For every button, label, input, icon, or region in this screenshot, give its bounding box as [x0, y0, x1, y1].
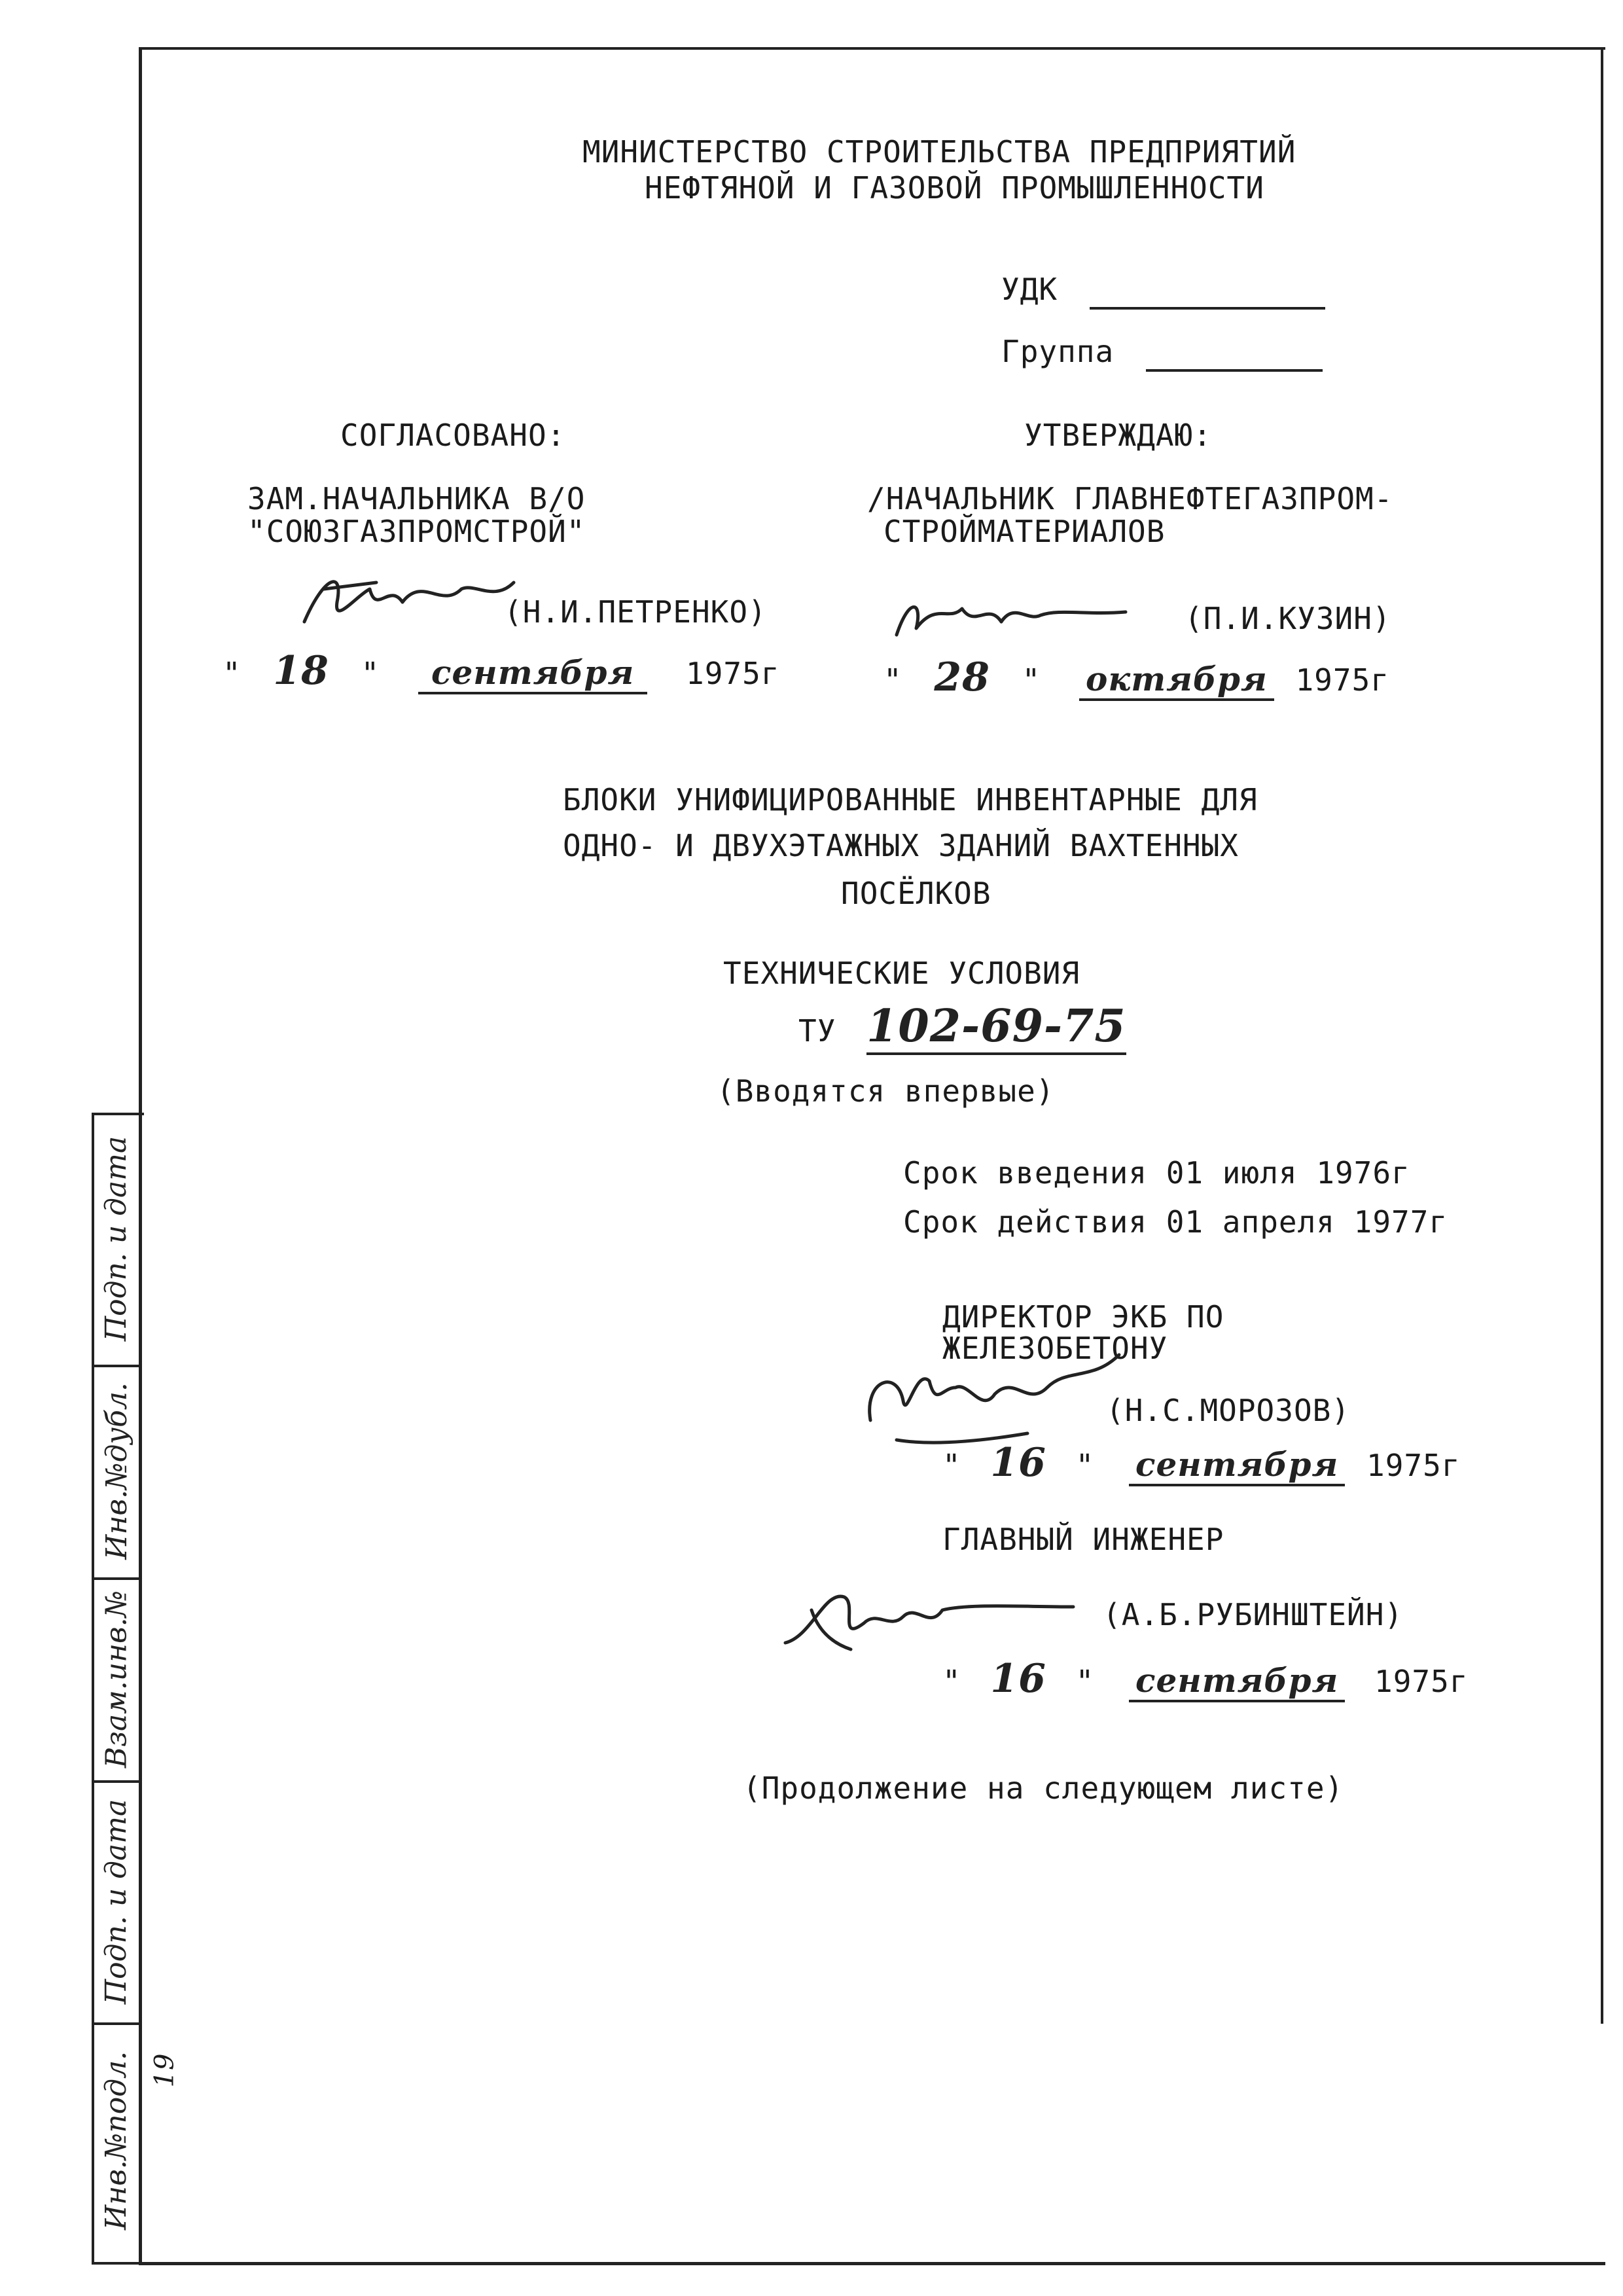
director-title-line-2: ЖЕЛЕЗОБЕТОНУ [942, 1331, 1168, 1366]
udk-label: УДК [1001, 272, 1058, 307]
engineer-date: " 16 " сентября 1975г [942, 1656, 1469, 1702]
approved-title-line-2: СТРОЙМАТЕРИАЛОВ [883, 514, 1166, 549]
tu-prefix: ТУ [798, 1013, 836, 1049]
doc-note: (Вводятся впервые) [717, 1073, 1055, 1109]
director-year: 1975г [1366, 1448, 1461, 1483]
approved-title-line-1: /НАЧАЛЬНИК ГЛАВНЕФТЕГАЗПРОМ- [867, 481, 1393, 516]
approved-heading: УТВЕРЖДАЮ: [1024, 418, 1212, 453]
udk-field [1001, 272, 1325, 310]
director-day: 16 [990, 1440, 1046, 1486]
agreed-year: 1975г [686, 656, 780, 691]
approved-date: " 28 " октября 1975г [883, 655, 1389, 700]
agreed-name: (Н.И.ПЕТРЕНКО) [504, 594, 767, 630]
group-label: Группа [1001, 334, 1115, 369]
engineer-year: 1975г [1374, 1664, 1469, 1699]
engineer-title: ГЛАВНЫЙ ИНЖЕНЕР [942, 1522, 1224, 1557]
group-blank-line [1146, 334, 1323, 372]
agreed-day: 18 [273, 648, 329, 694]
agreed-title-line-2: "СОЮЗГАЗПРОМСТРОЙ" [247, 514, 586, 549]
stamp-cell-dup-inv: Инв.№дубл. [99, 1382, 134, 1560]
doc-title-line-3: ПОСЁЛКОВ [841, 876, 991, 911]
engineer-name: (А.Б.РУБИНШТЕЙН) [1103, 1597, 1404, 1632]
doc-title-line-2: ОДНО- И ДВУХЭТАЖНЫХ ЗДАНИЙ ВАХТЕННЫХ [563, 828, 1239, 863]
approved-signature [890, 583, 1139, 655]
engineer-day: 16 [990, 1656, 1046, 1702]
engineer-signature [772, 1571, 1080, 1662]
continuation-note: (Продолжение на следующем листе) [743, 1770, 1344, 1806]
agreed-month: сентября [418, 653, 647, 694]
director-name: (Н.С.МОРОЗОВ) [1106, 1393, 1351, 1428]
director-month: сентября [1129, 1445, 1345, 1486]
ministry-line-2: НЕФТЯНОЙ И ГАЗОВОЙ ПРОМЫШЛЕННОСТИ [645, 170, 1264, 206]
agreed-date: " 18 " сентября 1975г [223, 648, 780, 694]
director-date: " 16 " сентября 1975г [942, 1440, 1461, 1486]
stamp-cell-sign-date-2: Подп. и дата [99, 1799, 134, 2004]
agreed-title-line-1: ЗАМ.НАЧАЛЬНИКА В/О [247, 481, 586, 516]
page-frame-right-edge [1601, 47, 1603, 2024]
stamp-cell-replace-inv: Взам.инв.№ [99, 1590, 134, 1768]
tu-number: 102-69-75 [866, 1000, 1126, 1055]
intro-date: Срок введения 01 июля 1976г [903, 1155, 1410, 1191]
stamp-cell-sign-date-1: Подп. и дата [99, 1136, 134, 1342]
approved-year: 1975г [1295, 662, 1389, 698]
tu-designation [798, 1000, 1126, 1055]
validity-date: Срок действия 01 апреля 1977г [903, 1204, 1448, 1240]
approved-name: (П.И.КУЗИН) [1185, 601, 1391, 636]
director-signature [857, 1342, 1132, 1453]
udk-blank-line [1090, 272, 1325, 310]
approved-month: октября [1079, 660, 1274, 701]
agreed-heading: СОГЛАСОВАНО: [340, 418, 566, 453]
group-field [1001, 334, 1323, 372]
spec-label: ТЕХНИЧЕСКИЕ УСЛОВИЯ [723, 956, 1080, 991]
doc-title-line-1: БЛОКИ УНИФИЦИРОВАННЫЕ ИНВЕНТАРНЫЕ ДЛЯ [563, 782, 1258, 817]
director-title-line-1: ДИРЕКТОР ЭКБ ПО [942, 1299, 1224, 1335]
ministry-line-1: МИНИСТЕРСТВО СТРОИТЕЛЬСТВА ПРЕДПРИЯТИЙ [582, 134, 1296, 170]
stamp-cell-orig-inv: Инв.№подл. [99, 2051, 134, 2230]
stamp-mark: 19 [149, 2053, 180, 2088]
agreed-signature [298, 563, 533, 641]
approved-day: 28 [934, 655, 990, 700]
engineer-month: сентября [1129, 1661, 1345, 1702]
